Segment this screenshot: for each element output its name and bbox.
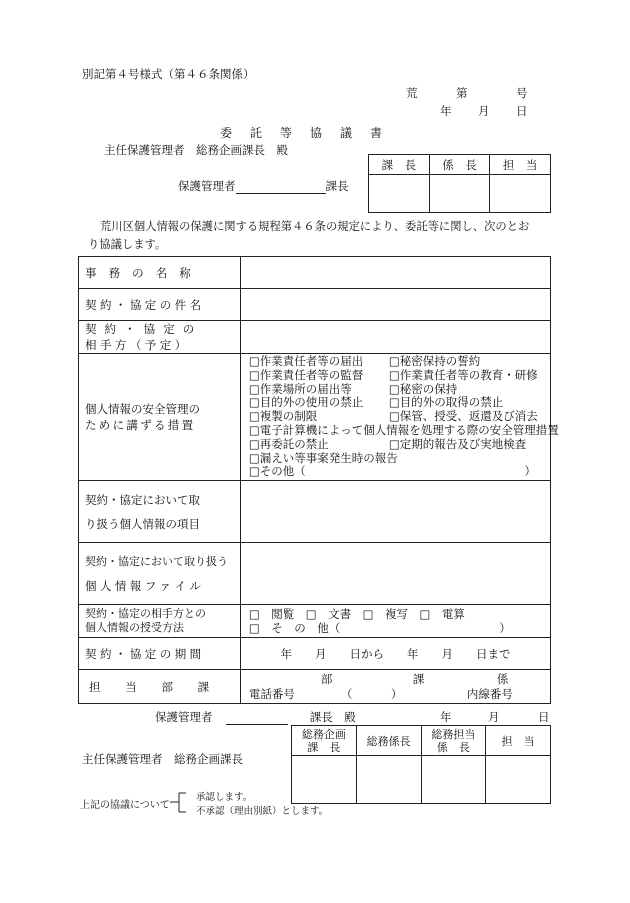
row-security-measures	[79, 354, 551, 481]
sender-name-blank[interactable]	[236, 179, 326, 194]
measure-checkbox[interactable]: □複製の制限	[248, 409, 318, 424]
row-transfer-method	[79, 605, 551, 638]
transfer-method-other[interactable]: □ そ の 他（ ）	[248, 621, 511, 636]
stamp-cell-kakaricho[interactable]	[429, 175, 490, 213]
approval-header-somu-kakaricho: 総務係長	[356, 726, 421, 756]
row-period	[79, 638, 551, 670]
dept-ka: 課	[412, 672, 425, 687]
row-counterparty	[79, 321, 551, 354]
measure-checkbox[interactable]: □定期的報告及び実地検査	[388, 436, 527, 451]
value-contract-name[interactable]	[240, 289, 550, 321]
row-department	[79, 670, 551, 704]
approval-manager-line: 保護管理者 課長 殿	[155, 710, 356, 724]
label-transfer-method: 契約・協定の相手方との 個人情報の授受方法	[79, 605, 241, 638]
approval-cell-tanto-kakaricho[interactable]	[421, 756, 486, 804]
row-contract-name	[79, 289, 551, 321]
measure-checkbox[interactable]: □作業場所の届出等	[248, 381, 352, 396]
stamp-header-kakaricho: 係 長	[429, 155, 490, 175]
value-info-items[interactable]	[240, 481, 550, 543]
measure-checkbox[interactable]: □目的外の取得の禁止	[388, 395, 504, 410]
label-period: 契約・協定の期間	[79, 638, 241, 670]
measure-checkbox[interactable]: □保管、授受、返還及び消去	[388, 409, 538, 424]
intro-line-1: 荒川区個人情報の保護に関する規程第４６条の規定により、委託等に関し、次のとお	[100, 220, 530, 233]
value-period[interactable]: 年 月 日から 年 月 日まで	[240, 638, 550, 670]
measure-checkbox[interactable]: □作業責任者等の届出	[248, 354, 364, 368]
bracket-connector	[170, 791, 188, 815]
doc-no-prefix: 荒	[406, 86, 418, 100]
sender-suffix: 課長	[325, 179, 349, 193]
value-counterparty[interactable]	[240, 321, 550, 354]
measure-checkbox[interactable]: □電子計算機によって個人情報を処理する際の安全管理措置	[248, 422, 559, 437]
measure-checkbox[interactable]: □作業責任者等の教育・研修	[388, 367, 538, 382]
reject-option[interactable]: 不承認（理由別紙）とします。	[196, 806, 329, 817]
measure-checkbox[interactable]: □作業責任者等の監督	[248, 367, 364, 382]
approval-stamp-table	[291, 725, 551, 804]
consultation-table	[78, 256, 559, 704]
date-month: 月	[478, 104, 490, 118]
approval-cell-kikaku-kacho[interactable]	[292, 756, 357, 804]
stamp-cell-tanto[interactable]	[490, 175, 551, 213]
value-business-name[interactable]	[240, 257, 550, 289]
measure-other[interactable]: □その他（ ）	[248, 464, 536, 479]
approval-cell-somu-kakaricho[interactable]	[356, 756, 421, 804]
dept-phone-open: （	[340, 687, 353, 702]
row-info-items	[79, 481, 551, 543]
sender-line	[178, 178, 349, 194]
dept-kakari: 係	[496, 672, 509, 687]
value-security-measures	[240, 354, 559, 481]
label-contract-name: 契約・協定の件名	[79, 289, 241, 321]
value-department[interactable]	[240, 670, 550, 704]
dept-phone-label: 電話番号	[248, 687, 295, 702]
value-transfer-method	[240, 605, 550, 638]
label-department: 担当部課	[79, 670, 241, 704]
addressee: 主任保護管理者 総務企画課長 殿	[104, 143, 288, 157]
stamp-header-tanto: 担 当	[490, 155, 551, 175]
measure-checkbox[interactable]: □秘密保持の誓約	[388, 354, 481, 368]
measure-checkbox[interactable]: □目的外の使用の禁止	[248, 395, 364, 410]
approval-manager-blank[interactable]	[226, 710, 288, 725]
date-year: 年	[440, 104, 452, 118]
value-info-file[interactable]	[240, 543, 550, 605]
intro-line-2: り協議します。	[88, 238, 167, 251]
measure-checkbox[interactable]: □再委託の禁止	[248, 436, 329, 451]
label-counterparty: 契約・協定の 相手方（予定）	[79, 321, 241, 354]
doc-no-mid: 第	[456, 86, 468, 100]
approval-header-tanto: 担 当	[486, 726, 551, 756]
sender-prefix: 保護管理者	[178, 179, 236, 193]
stamp-table	[368, 154, 551, 213]
stamp-header-kacho: 課 長	[369, 155, 430, 175]
approve-option[interactable]: 承認します。	[196, 792, 253, 803]
page-title: 委 託 等 協 議 書	[220, 126, 386, 140]
row-info-file	[79, 543, 551, 605]
approval-chief: 主任保護管理者 総務企画課長	[82, 752, 243, 766]
measure-checkbox[interactable]: □秘密の保持	[388, 381, 458, 396]
row-business-name	[79, 257, 551, 289]
transfer-method-options[interactable]: □ 閲覧 □ 文書 □ 複写 □ 電算	[248, 607, 465, 622]
label-business-name: 事務の名称	[79, 257, 241, 289]
consult-label: 上記の協議について	[80, 800, 170, 811]
label-info-file: 契約・協定において取り扱う 個人情報ファイル	[79, 543, 241, 605]
approval-cell-tanto[interactable]	[486, 756, 551, 804]
form-number: 別記第４号様式（第４６条関係）	[82, 67, 255, 81]
dept-bu: 部	[320, 672, 333, 687]
label-security-measures: 個人情報の安全管理の ために講ずる措置	[79, 354, 241, 481]
label-info-items: 契約・協定において取 り扱う個人情報の項目	[79, 481, 241, 543]
dept-phone-close: ）	[390, 687, 403, 702]
approval-header-tanto-kakaricho: 総務担当 係 長	[421, 726, 486, 756]
doc-no-suffix: 号	[516, 86, 528, 100]
dept-ext-label: 内線番号	[466, 687, 513, 702]
approval-header-kikaku-kacho: 総務企画 課 長	[292, 726, 357, 756]
date-day: 日	[516, 104, 528, 118]
stamp-cell-kacho[interactable]	[369, 175, 430, 213]
measure-checkbox[interactable]: □漏えい等事案発生時の報告	[248, 450, 398, 465]
